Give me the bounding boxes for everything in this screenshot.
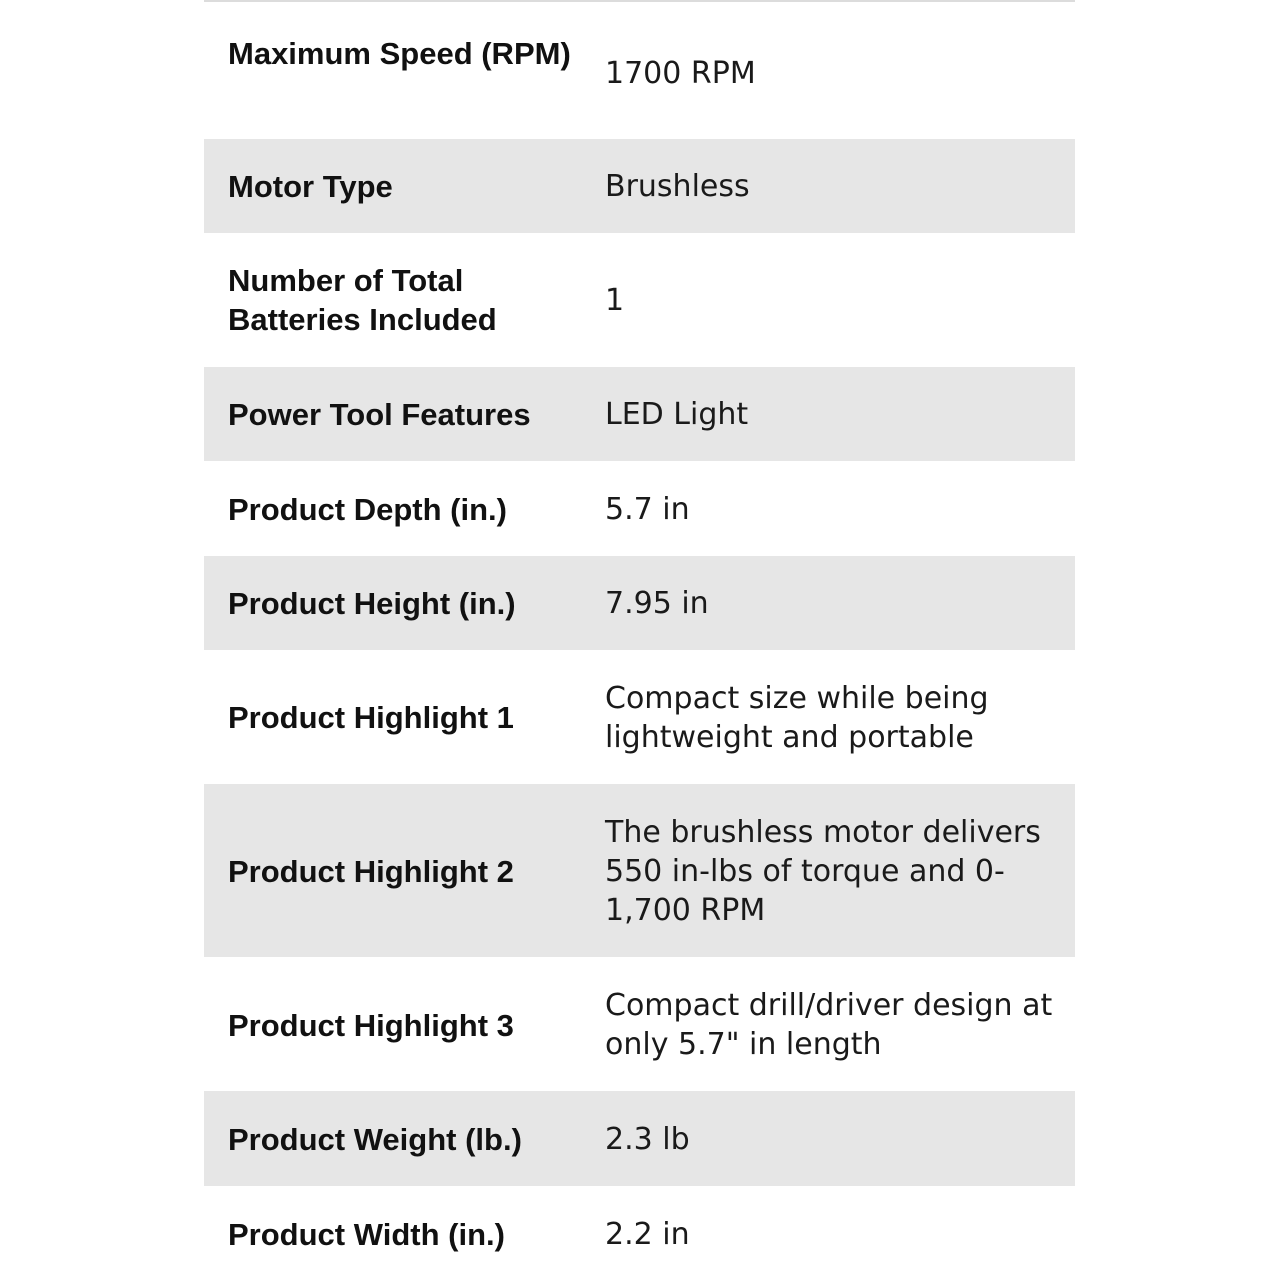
spec-value: 2.3 lb (605, 1122, 690, 1157)
spec-value: Brushless (605, 169, 750, 204)
spec-value: LED Light (605, 397, 749, 432)
spec-value: 1700 RPM (605, 56, 756, 91)
spec-label: Power Tool Features (228, 397, 531, 432)
spec-row-features (204, 367, 1075, 461)
spec-value: Compact drill/driver design at only 5.7" in length (605, 988, 1053, 1062)
spec-row-weight (204, 1091, 1075, 1186)
spec-value: 2.2 in (605, 1217, 690, 1252)
spec-label: Product Highlight 1 (228, 700, 514, 735)
spec-row-width (204, 1186, 1075, 1280)
spec-label: Product Highlight 2 (228, 854, 514, 889)
spec-row-highlight-2 (204, 784, 1075, 957)
spec-label: Product Depth (in.) (228, 492, 507, 527)
spec-label: Product Width (in.) (228, 1217, 505, 1252)
spec-label: Product Height (in.) (228, 586, 516, 621)
spec-row-batteries (204, 233, 1075, 367)
spec-value: 5.7 in (605, 492, 690, 527)
spec-label: Motor Type (228, 169, 393, 204)
top-divider (204, 0, 1075, 2)
spec-value: 1 (605, 283, 625, 318)
spec-label: Product Weight (lb.) (228, 1122, 522, 1157)
spec-value: The brushless motor delivers 550 in-lbs of torque and 0-1,700 RPM (605, 815, 1041, 928)
spec-value: Compact size while being lightweight and portable (605, 681, 989, 755)
spec-row-highlight-1 (204, 650, 1075, 784)
spec-label: Maximum Speed (RPM) (228, 36, 571, 71)
spec-row-height (204, 556, 1075, 650)
spec-row-depth (204, 461, 1075, 556)
spec-row-highlight-3 (204, 957, 1075, 1091)
spec-row-motor-type (204, 139, 1075, 233)
spec-row-max-speed (204, 6, 1075, 139)
spec-table (204, 0, 1075, 1280)
spec-label: Product Highlight 3 (228, 1008, 514, 1043)
spec-value: 7.95 in (605, 586, 709, 621)
spec-label: Number of Total Batteries Included (228, 263, 497, 337)
